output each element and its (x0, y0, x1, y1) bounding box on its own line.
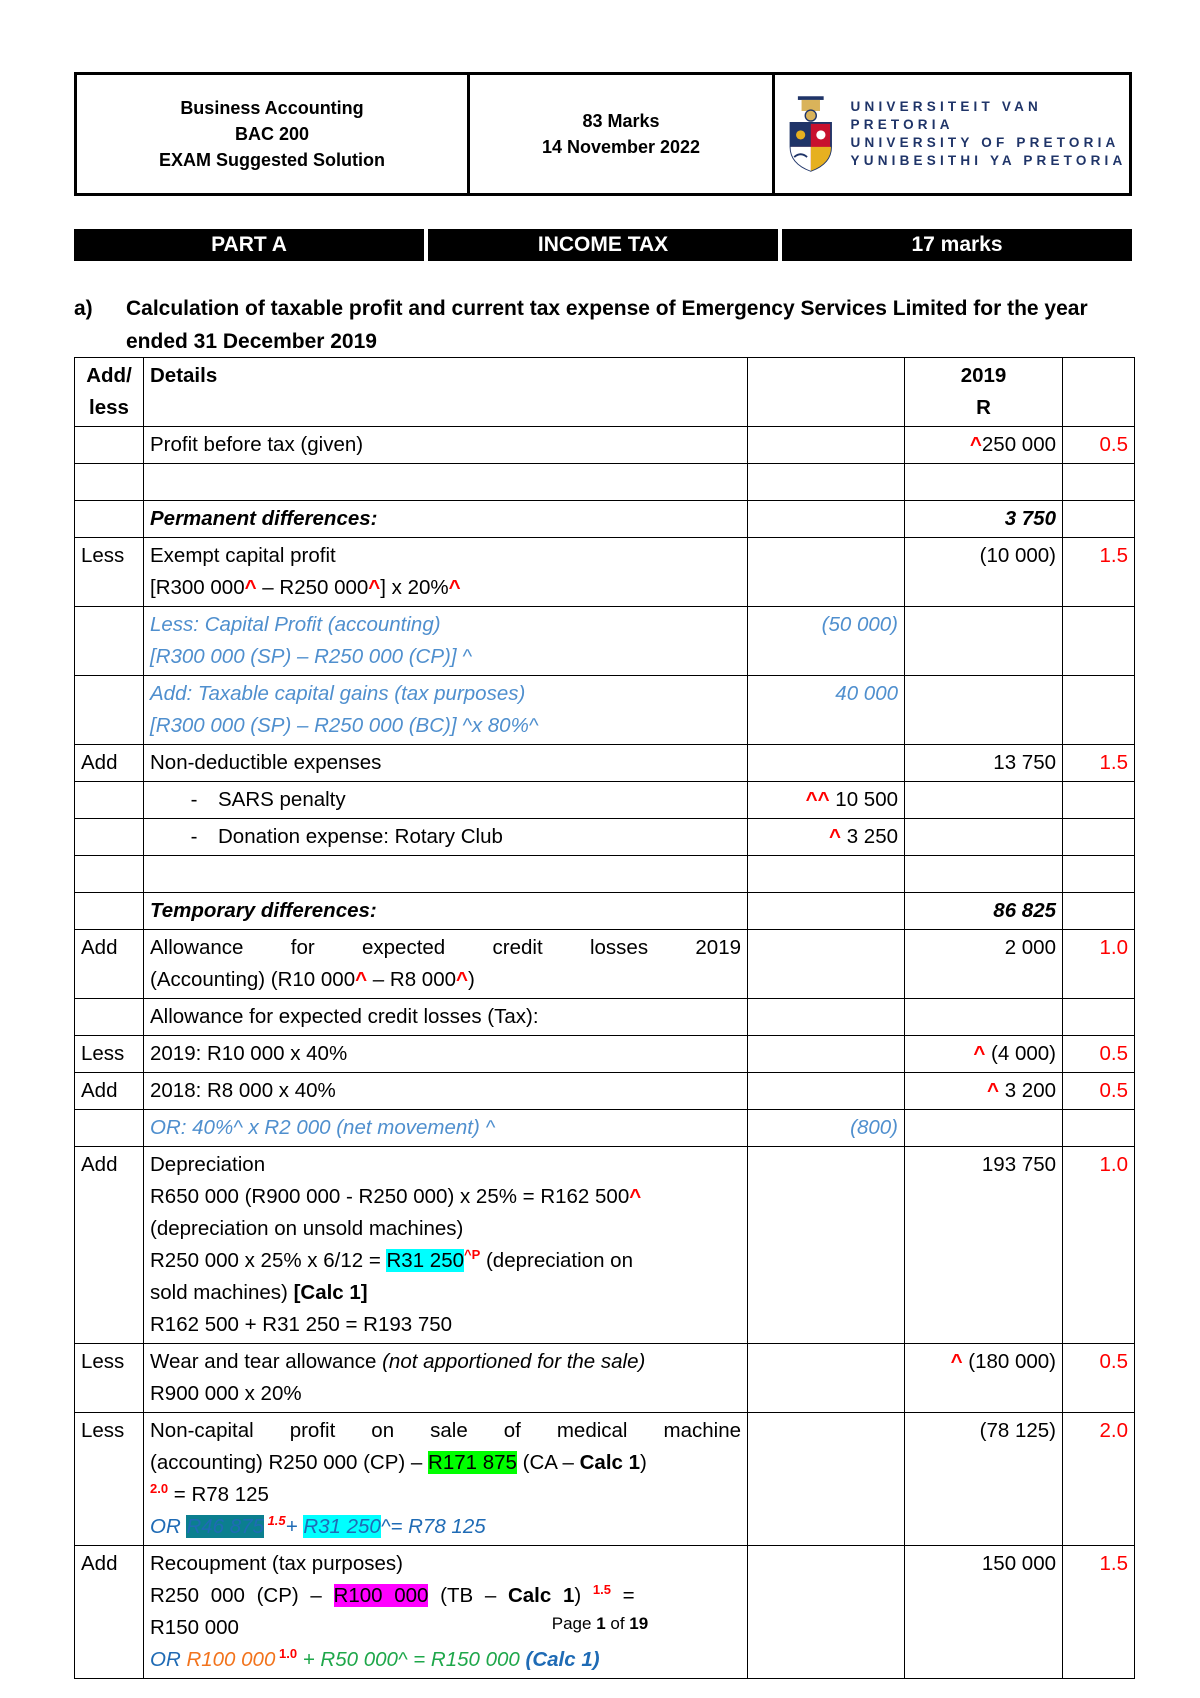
row-addless: Add (75, 1546, 144, 1679)
page-total: 19 (629, 1614, 649, 1633)
row-subvalue: ^^ 10 500 (748, 782, 905, 819)
table-row (75, 538, 1135, 607)
row-value: 193 750 (905, 1147, 1063, 1344)
row-value: ^ (4 000) (905, 1036, 1063, 1073)
table-row (75, 893, 1135, 930)
row-value: ^ 3 200 (905, 1073, 1063, 1110)
row-details: 2018: R8 000 x 40% (144, 1073, 748, 1110)
row-details: Non-deductible expenses (144, 745, 748, 782)
exam-info (470, 75, 775, 193)
row-details: Recoupment (tax purposes) R250 000 (CP) – R100 000 (TB – Calc 1) $^{1.5}$ = R150 000 OR R100 000 $^{1.0}$ + R50 000^ = R150 000 (Calc 1) (144, 1546, 748, 1679)
row-subvalue: (800) (748, 1110, 905, 1147)
table-row (75, 782, 1135, 819)
tax-calculation-table (74, 357, 1135, 1679)
table-row-empty (75, 856, 1135, 893)
row-details: Depreciation R650 000 (R900 000 - R250 000) x 25% = R162 500^ (depreciation on unsold machines) R250 000 x 25% x 6/12 = R31 $250^{\^{}P}$ (depreciation on sold machines) [Calc 1] R162 500 + R31 250 = R193 750 (144, 1147, 748, 1344)
university-name-sepedi: YUNIBESITHI YA PRETORIA (850, 153, 1127, 168)
university-crest-icon (785, 92, 837, 176)
row-mark: 1.0 (1063, 1147, 1135, 1344)
row-addless: Add (75, 745, 144, 782)
course-info (77, 75, 470, 193)
part-topic: INCOME TAX (428, 229, 778, 261)
table-row (75, 1110, 1135, 1147)
row-mark: 0.5 (1063, 427, 1135, 464)
table-row (75, 1546, 1135, 1679)
exam-date: 14 November 2022 (541, 137, 701, 157)
section-heading: Permanent differences: (144, 501, 748, 538)
table-row (75, 1147, 1135, 1344)
row-mark: 2.0 (1063, 1413, 1135, 1546)
part-marks: 17 marks (782, 229, 1132, 261)
row-value: 86 825 (905, 893, 1063, 930)
document-type: EXAM Suggested Solution (158, 150, 385, 170)
row-value: ^ (180 000) (905, 1344, 1063, 1413)
row-details: Exempt capital profit [R300 000^ – R250 000^] x 20%^ (144, 538, 748, 607)
table-row (75, 607, 1135, 676)
table-row (75, 501, 1135, 538)
header-details: Details (144, 358, 748, 427)
row-value: 150 000 (905, 1546, 1063, 1679)
row-addless: Less (75, 1036, 144, 1073)
row-details: Profit before tax (given) (144, 427, 748, 464)
header-year-value: 2019 (960, 364, 1007, 387)
table-row (75, 745, 1135, 782)
header-unit: R (976, 396, 991, 419)
row-details: Allowance for expected credit losses (Tax): (144, 999, 748, 1036)
row-details: OR: 40%^ x R2 000 (net movement) ^ (144, 1110, 748, 1147)
row-details: - Donation expense: Rotary Club (144, 819, 748, 856)
row-subvalue: ^ 3 250 (748, 819, 905, 856)
row-details: Add: Taxable capital gains (tax purposes) [R300 000 (SP) – R250 000 (BC)] ^x 80%^ (144, 676, 748, 745)
row-addless: Less (75, 1413, 144, 1546)
row-mark: 1.0 (1063, 930, 1135, 999)
total-marks: 83 Marks (582, 111, 660, 131)
row-mark: 0.5 (1063, 1036, 1135, 1073)
row-value: ^250 000 (905, 427, 1063, 464)
row-mark: 1.5 (1063, 1546, 1135, 1679)
row-subvalue: 40 000 (748, 676, 905, 745)
row-mark: 1.5 (1063, 538, 1135, 607)
row-subvalue: (50 000) (748, 607, 905, 676)
university-name-afrikaans: UNIVERSITEIT VAN PRETORIA (850, 99, 1043, 132)
page-footer: Page 1 of 19 (551, 1614, 649, 1633)
section-heading: Temporary differences: (144, 893, 748, 930)
row-details: 2019: R10 000 x 40% (144, 1036, 748, 1073)
row-value: 13 750 (905, 745, 1063, 782)
row-details: Wear and tear allowance (not apportioned for the sale) R900 000 x 20% (144, 1344, 748, 1413)
header-addless: Add/ less (75, 358, 144, 427)
header-year (905, 358, 1063, 427)
table-header-row (75, 358, 1135, 427)
row-mark: 1.5 (1063, 745, 1135, 782)
row-value: (78 125) (905, 1413, 1063, 1546)
row-details: Less: Capital Profit (accounting) [R300 000 (SP) – R250 000 (CP)] ^ (144, 607, 748, 676)
header-box (74, 72, 1132, 196)
table-row (75, 676, 1135, 745)
row-details: - SARS penalty (144, 782, 748, 819)
row-mark: 0.5 (1063, 1344, 1135, 1413)
header-blank (748, 358, 905, 427)
university-name (851, 98, 1129, 170)
table-row (75, 819, 1135, 856)
row-details: Allowance for expected credit losses 2019 (Accounting) (R10 000^ – R8 000^) (144, 930, 748, 999)
table-row (75, 1073, 1135, 1110)
page-number: 1 (596, 1614, 606, 1633)
header-marks (1063, 358, 1135, 427)
question-text: Calculation of taxable profit and current tax expense of Emergency Services Limited for the year ended 31 December 2019 (126, 297, 1088, 353)
question-label: a) (74, 297, 93, 320)
table-row (75, 930, 1135, 999)
row-mark: 0.5 (1063, 1073, 1135, 1110)
table-row (75, 427, 1135, 464)
table-row (75, 999, 1135, 1036)
course-code: BAC 200 (234, 124, 310, 144)
university-logo-cell (775, 75, 1129, 193)
row-value: 2 000 (905, 930, 1063, 999)
row-value: 3 750 (905, 501, 1063, 538)
row-addless: Add (75, 930, 144, 999)
table-row (75, 1036, 1135, 1073)
row-value: (10 000) (905, 538, 1063, 607)
part-label: PART A (74, 229, 424, 261)
course-name: Business Accounting (180, 98, 364, 118)
table-row (75, 1413, 1135, 1546)
table-row-empty (75, 464, 1135, 501)
row-addless: Add (75, 1147, 144, 1344)
question-title (74, 292, 1140, 358)
table-row (75, 1344, 1135, 1413)
row-addless: Less (75, 538, 144, 607)
row-addless: Less (75, 1344, 144, 1413)
university-name-english: UNIVERSITY OF PRETORIA (850, 135, 1120, 150)
row-addless: Add (75, 1073, 144, 1110)
part-bar (74, 229, 1132, 261)
row-details: Non-capital profit on sale of medical machine (accounting) R250 000 (CP) – R171 875 (CA – Calc 1) $^{2.0}$ = R78 125 OR R46 875 $^{1.5}$+ R31 250^= R78 125 (144, 1413, 748, 1546)
